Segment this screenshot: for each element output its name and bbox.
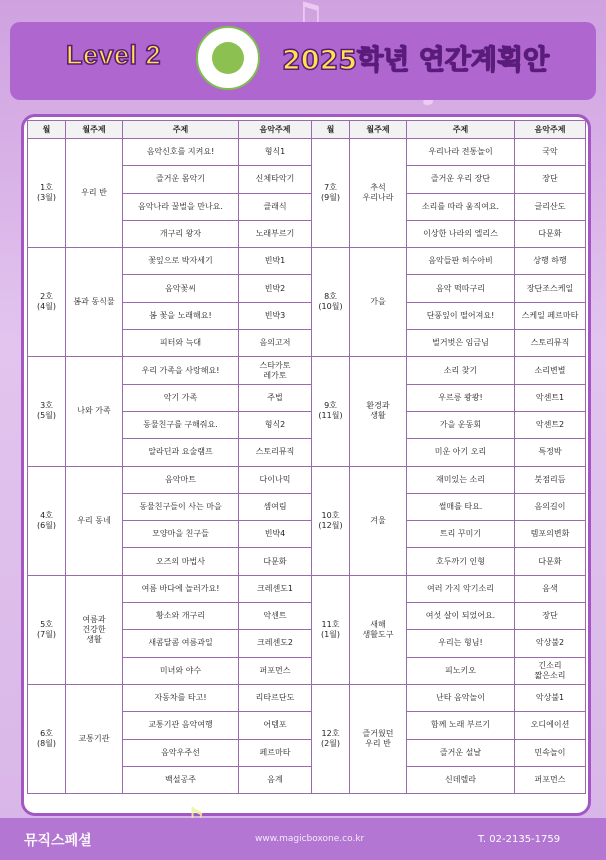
music-topic-cell: 악상불1	[515, 684, 586, 711]
col-header-topic: 주제	[123, 121, 239, 139]
music-topic-cell: 음의고저	[239, 330, 312, 357]
month-cell: 5호 (7월)	[28, 575, 66, 684]
topic-cell: 가을 운동회	[407, 411, 515, 438]
topic-cell: 음악나라 꿀벌을 만나요.	[123, 193, 239, 220]
month-cell: 2호 (4월)	[28, 248, 66, 357]
col-header-music-topic-right: 음악주제	[515, 121, 586, 139]
plan-card	[21, 114, 591, 816]
month-cell: 1호 (3월)	[28, 139, 66, 248]
col-header-month: 월	[28, 121, 66, 139]
col-header-month-theme: 월주제	[66, 121, 123, 139]
music-topic-cell: 글리산도	[515, 193, 586, 220]
music-topic-cell: 국악	[515, 139, 586, 166]
music-topic-cell: 소리변별	[515, 357, 586, 384]
topic-cell: 단풍잎이 떨어져요!	[407, 302, 515, 329]
music-topic-cell: 악센트2	[515, 411, 586, 438]
col-header-month-theme-right: 월주제	[350, 121, 407, 139]
music-topic-cell: 악상불2	[515, 630, 586, 657]
topic-cell: 여름 바다에 놀러가요!	[123, 575, 239, 602]
topic-cell: 함께 노래 부르기	[407, 712, 515, 739]
music-topic-cell: 형식2	[239, 411, 312, 438]
table-row	[28, 575, 586, 602]
topic-cell: 우리는 형님!	[407, 630, 515, 657]
topic-cell: 개구리 왕자	[123, 220, 239, 247]
music-topic-cell: 스토리뮤직	[515, 330, 586, 357]
month-theme-cell: 나와 가족	[66, 357, 123, 466]
topic-cell: 자동차를 타고!	[123, 684, 239, 711]
music-topic-cell: 퍼포먼스	[239, 657, 312, 684]
month-cell: 3호 (5월)	[28, 357, 66, 466]
music-topic-cell: 오디에이션	[515, 712, 586, 739]
month-cell: 9호 (11월)	[312, 357, 350, 466]
music-topic-cell: 상행 하행	[515, 248, 586, 275]
month-cell: 7호 (9월)	[312, 139, 350, 248]
footer-brand: 뮤직스페셜	[24, 833, 92, 849]
music-topic-cell: 스케일 페르마타	[515, 302, 586, 329]
topic-cell: 썰매를 타요.	[407, 493, 515, 520]
music-topic-cell: 붓점리듬	[515, 466, 586, 493]
month-cell: 10호 (12월)	[312, 466, 350, 575]
music-topic-cell: 민속놀이	[515, 739, 586, 766]
topic-cell: 음악우주선	[123, 739, 239, 766]
music-topic-cell: 신체타악기	[239, 166, 312, 193]
topic-cell: 동물친구들이 사는 마을	[123, 493, 239, 520]
month-theme-cell: 겨울	[350, 466, 407, 575]
topic-cell: 음악들판 허수아비	[407, 248, 515, 275]
month-theme-cell: 우리 동네	[66, 466, 123, 575]
music-topic-cell: 셈여림	[239, 493, 312, 520]
month-theme-cell: 추석 우리나라	[350, 139, 407, 248]
music-topic-cell: 음계	[239, 766, 312, 793]
music-topic-cell: 장단	[515, 166, 586, 193]
topic-cell: 즐거운 설날	[407, 739, 515, 766]
topic-cell: 호두까기 인형	[407, 548, 515, 575]
music-topic-cell: 스토리뮤직	[239, 439, 312, 466]
music-topic-cell: 크레센도2	[239, 630, 312, 657]
topic-cell: 우리나라 전통놀이	[407, 139, 515, 166]
topic-cell: 즐거운 우리 장단	[407, 166, 515, 193]
topic-cell: 모양마을 친구들	[123, 521, 239, 548]
month-theme-cell: 우리 반	[66, 139, 123, 248]
topic-cell: 봄 꽃을 노래해요!	[123, 302, 239, 329]
music-topic-cell: 페르마타	[239, 739, 312, 766]
topic-cell: 동물친구를 구해줘요.	[123, 411, 239, 438]
topic-cell: 미녀와 야수	[123, 657, 239, 684]
topic-cell: 음악꽃씨	[123, 275, 239, 302]
music-topic-cell: 주법	[239, 384, 312, 411]
music-topic-cell: 형식1	[239, 139, 312, 166]
music-topic-cell: 다문화	[239, 548, 312, 575]
topic-cell: 이상한 나라의 엘리스	[407, 220, 515, 247]
topic-cell: 피터와 늑대	[123, 330, 239, 357]
music-topic-cell: 장단	[515, 603, 586, 630]
annual-plan-table	[27, 120, 586, 794]
topic-cell: 백설공주	[123, 766, 239, 793]
table-body	[28, 139, 586, 794]
music-topic-cell: 빈박3	[239, 302, 312, 329]
music-topic-cell: 크레센도1	[239, 575, 312, 602]
topic-cell: 악기 가족	[123, 384, 239, 411]
music-topic-cell: 음색	[515, 575, 586, 602]
table-row	[28, 248, 586, 275]
topic-cell: 난타 음악놀이	[407, 684, 515, 711]
month-cell: 11호 (1월)	[312, 575, 350, 684]
col-header-topic-right: 주제	[407, 121, 515, 139]
month-theme-cell: 교통기관	[66, 684, 123, 793]
topic-cell: 음악 떡따구리	[407, 275, 515, 302]
music-topic-cell: 클래식	[239, 193, 312, 220]
topic-cell: 신데렐라	[407, 766, 515, 793]
logo	[196, 26, 260, 90]
footer-phone: T. 02-2135-1759	[478, 834, 561, 845]
music-topic-cell: 특정박	[515, 439, 586, 466]
month-theme-cell: 여름과 건강한 생활	[66, 575, 123, 684]
col-header-month-right: 월	[312, 121, 350, 139]
music-topic-cell: 장단조스케일	[515, 275, 586, 302]
topic-cell: 우르릉 쾅쾅!	[407, 384, 515, 411]
footer-url: www.magicboxone.co.kr	[255, 834, 365, 844]
music-topic-cell: 다문화	[515, 220, 586, 247]
topic-cell: 즐거운 몸악기	[123, 166, 239, 193]
topic-cell: 피노키오	[407, 657, 515, 684]
music-topic-cell: 음의길이	[515, 493, 586, 520]
topic-cell: 우리 가족을 사랑해요!	[123, 357, 239, 384]
topic-cell: 교통기관 음악여행	[123, 712, 239, 739]
music-topic-cell: 악센트1	[515, 384, 586, 411]
music-topic-cell: 템포의변화	[515, 521, 586, 548]
music-topic-cell: 다문화	[515, 548, 586, 575]
topic-cell: 황소와 개구리	[123, 603, 239, 630]
table-header-row	[28, 121, 586, 139]
topic-cell: 새콤달콤 여름과일	[123, 630, 239, 657]
music-topic-cell: 빈박4	[239, 521, 312, 548]
topic-cell: 음악신호를 지켜요!	[123, 139, 239, 166]
music-topic-cell: 퍼포먼스	[515, 766, 586, 793]
month-theme-cell: 가을	[350, 248, 407, 357]
table-row	[28, 139, 586, 166]
col-header-music-topic: 음악주제	[239, 121, 312, 139]
music-topic-cell: 악센트	[239, 603, 312, 630]
month-cell: 4호 (6월)	[28, 466, 66, 575]
topic-cell: 미운 아기 오리	[407, 439, 515, 466]
month-theme-cell: 환경과 생활	[350, 357, 407, 466]
month-cell: 8호 (10월)	[312, 248, 350, 357]
table-row	[28, 466, 586, 493]
topic-cell: 소리 찾기	[407, 357, 515, 384]
month-cell: 12호 (2월)	[312, 684, 350, 793]
topic-cell: 여러 가지 악기소리	[407, 575, 515, 602]
table-row	[28, 684, 586, 711]
topic-cell: 꽃잎으로 박자세기	[123, 248, 239, 275]
music-topic-cell: 리타르단도	[239, 684, 312, 711]
table-row	[28, 357, 586, 384]
topic-cell: 여섯 살이 되었어요.	[407, 603, 515, 630]
music-topic-cell: 빈박2	[239, 275, 312, 302]
level-label: Level 2	[66, 40, 162, 70]
topic-cell: 음악마트	[123, 466, 239, 493]
music-topic-cell: 빈박1	[239, 248, 312, 275]
month-theme-cell: 즐거웠던 우리 반	[350, 684, 407, 793]
month-cell: 6호 (8월)	[28, 684, 66, 793]
page-title: 2025학년 연간계획안	[282, 45, 550, 76]
logo-center	[212, 42, 244, 74]
topic-cell: 트리 꾸미기	[407, 521, 515, 548]
month-theme-cell: 봄과 동식물	[66, 248, 123, 357]
topic-cell: 재미있는 소리	[407, 466, 515, 493]
music-topic-cell: 스타카토 레가토	[239, 357, 312, 384]
month-theme-cell: 새해 생활도구	[350, 575, 407, 684]
topic-cell: 오즈의 마법사	[123, 548, 239, 575]
music-topic-cell: 긴소리 짧은소리	[515, 657, 586, 684]
music-topic-cell: 노래부르기	[239, 220, 312, 247]
music-topic-cell: 다이나믹	[239, 466, 312, 493]
topic-cell: 소리를 따라 움직여요.	[407, 193, 515, 220]
topic-cell: 벌거벗은 임금님	[407, 330, 515, 357]
music-topic-cell: 어템포	[239, 712, 312, 739]
topic-cell: 알라딘과 요술램프	[123, 439, 239, 466]
